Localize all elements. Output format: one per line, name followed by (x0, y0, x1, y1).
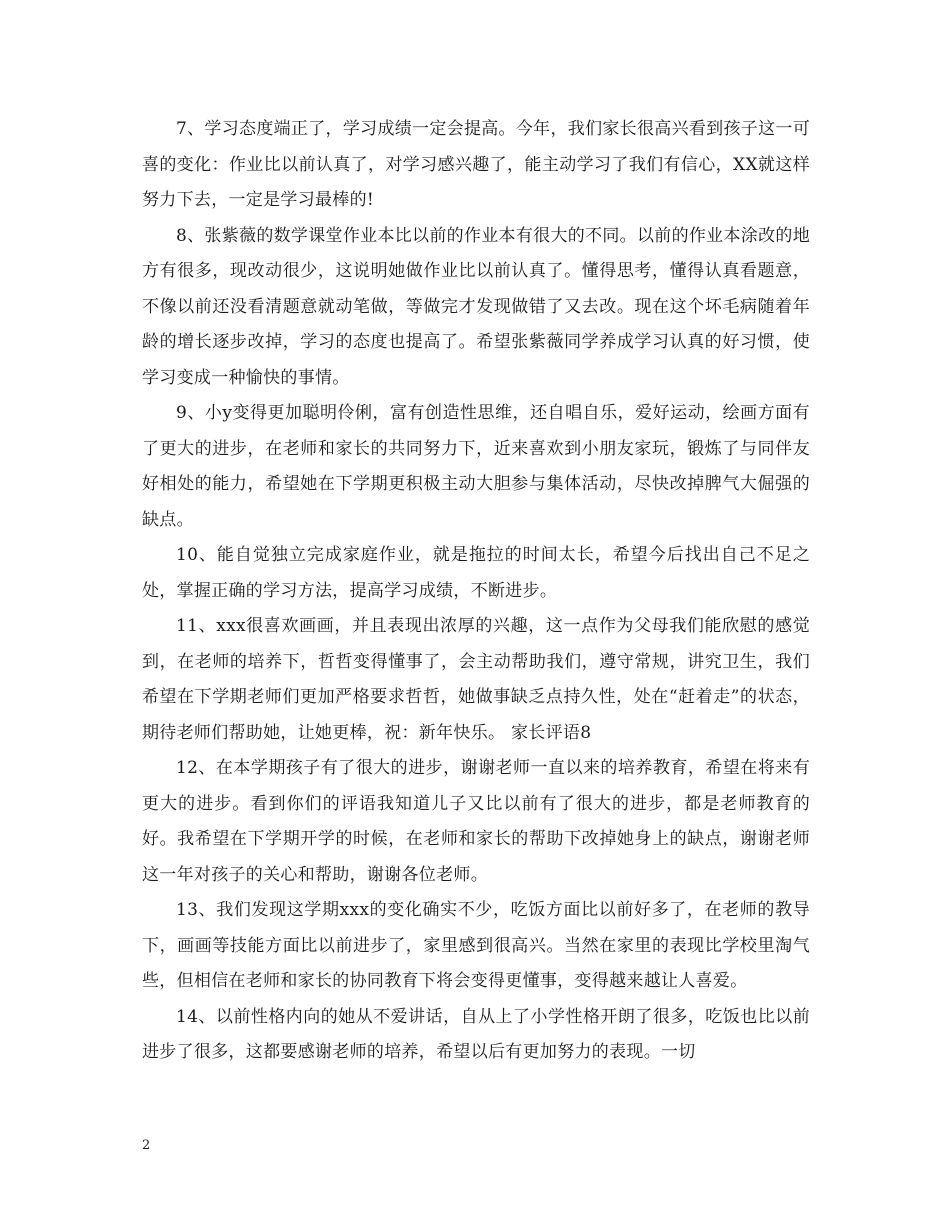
paragraph-11: 11、xxx很喜欢画画，并且表现出浓厚的兴趣，这一点作为父母我们能欣慰的感觉到，在老师的培养下，哲哲变得懂事了，会主动帮助我们，遵守常规，讲究卫生，我们希望在下学期老师们更加严格要求哲哲，她做事缺乏点持久性，处在“赶着走”的状态，期待老师们帮助她，让她更棒，祝：新年快乐。 家长评语8 (142, 616, 810, 743)
paragraph-14: 14、以前性格内向的她从不爱讲话，自从上了小学性格开朗了很多，吃饭也比以前进步了很多，这都要感谢老师的培养，希望以后有更加努力的表现。一切 (142, 1006, 810, 1062)
paragraph-9: 9、小y变得更加聪明伶俐，富有创造性思维，还自唱自乐，爱好运动，绘画方面有了更大的进步，在老师和家长的共同努力下，近来喜欢到小朋友家玩，锻炼了与同伴友好相处的能力，希望她在下学期更积极主动大胆参与集体活动，尽快改掉脾气大倔强的缺点。 (142, 403, 810, 530)
paragraph-13: 13、我们发现这学期xxx的变化确实不少，吃饭方面比以前好多了，在老师的教导下，画画等技能方面比以前进步了，家里感到很高兴。当然在家里的表现比学校里淘气些，但相信在老师和家长的协同教育下将会变得更懂事，变得越来越让人喜爱。 (142, 900, 810, 991)
paragraph-10: 10、能自觉独立完成家庭作业，就是拖拉的时间太长，希望今后找出自己不足之处，掌握正确的学习方法，提高学习成绩，不断进步。 (142, 545, 810, 601)
paragraph-8: 8、张紫薇的数学课堂作业本比以前的作业本有很大的不同。以前的作业本涂改的地方有很多，现改动很少，这说明她做作业比以前认真了。懂得思考，懂得认真看题意，不像以前还没看清题意就动笔做，等做完才发现做错了又去改。现在这个坏毛病随着年龄的增长逐步改掉，学习的态度也提高了。希望张紫薇同学养成学习认真的好习惯，使学习变成一种愉快的事情。 (142, 225, 810, 388)
page-number: 2 (142, 1138, 151, 1153)
paragraph-7: 7、学习态度端正了，学习成绩一定会提高。今年，我们家长很高兴看到孩子这一可喜的变化：作业比以前认真了，对学习感兴趣了，能主动学习了我们有信心，XX就这样努力下去，一定是学习最棒的! (142, 119, 810, 210)
document-body (142, 112, 810, 1071)
paragraph-12: 12、在本学期孩子有了很大的进步，谢谢老师一直以来的培养教育，希望在将来有更大的进步。看到你们的评语我知道儿子又比以前有了很大的进步，都是老师教育的好。我希望在下学期开学的时候，在老师和家长的帮助下改掉她身上的缺点，谢谢老师这一年对孩子的关心和帮助，谢谢各位老师。 (142, 758, 810, 885)
